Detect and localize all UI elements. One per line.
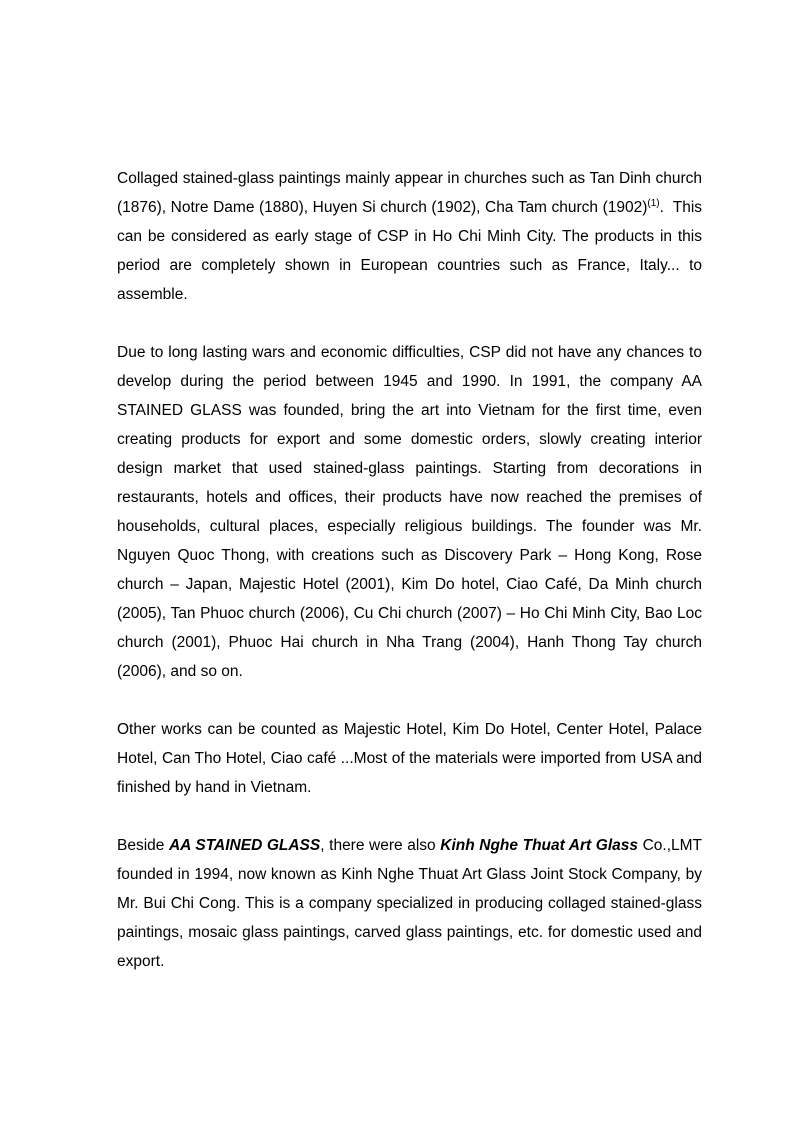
paragraph-early-stage-csp [117, 164, 702, 309]
text-segment-normal: . This can be considered as early stage of CSP in Ho Chi Minh City. The products in this period are completely shown in European countries such as France, Italy... to assemble. [117, 199, 703, 303]
paragraph-kinh-nghe-thuat [117, 831, 702, 976]
text-segment-normal: Collaged stained-glass paintings mainly appear in churches such as Tan Dinh church (1876), Notre Dame (1880), Huyen Si church (1902), Cha Tam church (1902) [117, 170, 702, 216]
text-segment-normal: , there were also [320, 837, 441, 854]
document-body [117, 164, 702, 1005]
text-segment-bold-italic: Kinh Nghe Thuat Art Glass [440, 837, 638, 854]
text-segment-bold-italic: AA STAINED GLASS [168, 837, 321, 854]
text-segment-normal: Due to long lasting wars and economic difficulties, CSP did not have any chances to develop during the period between 1945 and 1990. In 1991, the company AA STAINED GLASS was founded, bring the art into Vietnam for the first time, even creating products for export and some domestic orders, slowly creating interior design market that used stained-glass paintings. Starting from decorations in restaurants, hotels and offices, their products have now reached the premises of households, cultural places, especially religious buildings. The founder was Mr. Nguyen Quoc Thong, with creations such as Discovery Park – Hong Kong, Rose church – Japan, Majestic Hotel (2001), Kim Do hotel, Ciao Café, Da Minh church (2005), Tan Phuoc church (2006), Cu Chi church (2007) – Ho Chi Minh City, Bao Loc church (2001), Phuoc Hai church in Nha Trang (2004), Hanh Thong Tay church (2006), and so on. [117, 344, 702, 680]
text-segment-normal: Co.,LMT founded in 1994, now known as Kinh Nghe Thuat Art Glass Joint Stock Company, by Mr. Bui Chi Cong. This is a company specialized in producing collaged stained-glass paintings, mosaic glass paintings, carved glass paintings, etc. for domestic used and export. [117, 837, 703, 970]
text-segment-superscript: (1) [647, 197, 660, 209]
paragraph-other-works [117, 715, 702, 802]
text-segment-normal: Beside [117, 837, 169, 854]
paragraph-aa-stained-glass-history [117, 338, 702, 686]
text-segment-normal: Other works can be counted as Majestic Hotel, Kim Do Hotel, Center Hotel, Palace Hotel, Can Tho Hotel, Ciao café ...Most of the materials were imported from USA and finished by hand in Vietnam. [117, 721, 702, 796]
